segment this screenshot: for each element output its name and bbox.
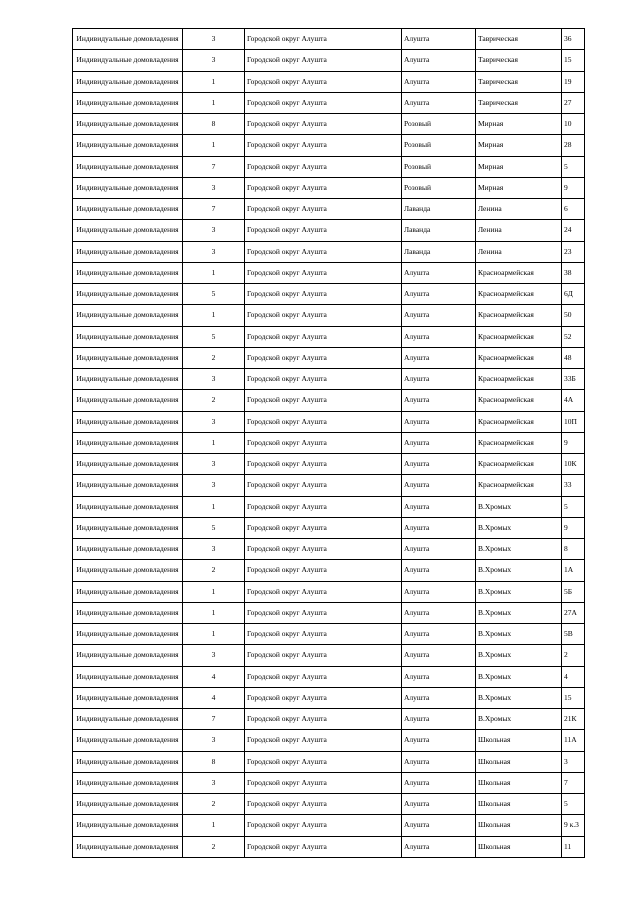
district-cell: Городской округ Алушта (245, 326, 402, 347)
settlement-cell: Алушта (402, 411, 476, 432)
district-cell: Городской округ Алушта (245, 454, 402, 475)
street-cell: Красноармейская (476, 432, 562, 453)
district-cell: Городской округ Алушта (245, 517, 402, 538)
table-body (73, 29, 585, 858)
table-row (73, 305, 585, 326)
table-row (73, 262, 585, 283)
settlement-cell: Алушта (402, 369, 476, 390)
street-cell: Школьная (476, 772, 562, 793)
settlement-cell: Алушта (402, 517, 476, 538)
settlement-cell: Алушта (402, 581, 476, 602)
housing-type-cell: Индивидуальные домовладения (73, 92, 183, 113)
table-row (73, 284, 585, 305)
settlement-cell: Алушта (402, 432, 476, 453)
street-cell: Школьная (476, 836, 562, 857)
table-row (73, 177, 585, 198)
housing-type-cell: Индивидуальные домовладения (73, 560, 183, 581)
count-cell: 3 (183, 411, 245, 432)
district-cell: Городской округ Алушта (245, 560, 402, 581)
table-row (73, 347, 585, 368)
housing-type-cell: Индивидуальные домовладения (73, 666, 183, 687)
table-row (73, 836, 585, 857)
street-cell: Школьная (476, 794, 562, 815)
street-cell: В.Хромых (476, 709, 562, 730)
house-number-cell: 6 (562, 199, 585, 220)
settlement-cell: Алушта (402, 262, 476, 283)
house-number-cell: 27А (562, 602, 585, 623)
count-cell: 4 (183, 687, 245, 708)
housing-type-cell: Индивидуальные домовладения (73, 517, 183, 538)
settlement-cell: Розовый (402, 135, 476, 156)
district-cell: Городской округ Алушта (245, 177, 402, 198)
settlement-cell: Алушта (402, 815, 476, 836)
table-row (73, 475, 585, 496)
street-cell: В.Хромых (476, 666, 562, 687)
settlement-cell: Розовый (402, 156, 476, 177)
table-row (73, 71, 585, 92)
count-cell: 3 (183, 369, 245, 390)
house-number-cell: 9 (562, 517, 585, 538)
street-cell: Школьная (476, 730, 562, 751)
housing-type-cell: Индивидуальные домовладения (73, 602, 183, 623)
housing-type-cell: Индивидуальные домовладения (73, 581, 183, 602)
settlement-cell: Лаванда (402, 220, 476, 241)
count-cell: 2 (183, 390, 245, 411)
housing-type-cell: Индивидуальные домовладения (73, 539, 183, 560)
settlement-cell: Розовый (402, 114, 476, 135)
table-row (73, 411, 585, 432)
table-row (73, 29, 585, 50)
district-cell: Городской округ Алушта (245, 241, 402, 262)
housing-type-cell: Индивидуальные домовладения (73, 135, 183, 156)
house-number-cell: 19 (562, 71, 585, 92)
count-cell: 4 (183, 666, 245, 687)
house-number-cell: 4 (562, 666, 585, 687)
district-cell: Городской округ Алушта (245, 666, 402, 687)
district-cell: Городской округ Алушта (245, 730, 402, 751)
housing-type-cell: Индивидуальные домовладения (73, 50, 183, 71)
count-cell: 5 (183, 326, 245, 347)
housing-type-cell: Индивидуальные домовладения (73, 241, 183, 262)
settlement-cell: Алушта (402, 496, 476, 517)
house-number-cell: 10 (562, 114, 585, 135)
table-row (73, 135, 585, 156)
settlement-cell: Алушта (402, 347, 476, 368)
settlement-cell: Алушта (402, 666, 476, 687)
table-row (73, 114, 585, 135)
housing-type-cell: Индивидуальные домовладения (73, 262, 183, 283)
house-number-cell: 50 (562, 305, 585, 326)
settlement-cell: Алушта (402, 92, 476, 113)
housing-type-cell: Индивидуальные домовладения (73, 284, 183, 305)
table-row (73, 50, 585, 71)
house-number-cell: 10К (562, 454, 585, 475)
settlement-cell: Алушта (402, 29, 476, 50)
street-cell: Красноармейская (476, 347, 562, 368)
street-cell: В.Хромых (476, 602, 562, 623)
settlement-cell: Алушта (402, 284, 476, 305)
street-cell: Ленина (476, 241, 562, 262)
house-number-cell: 11 (562, 836, 585, 857)
district-cell: Городской округ Алушта (245, 645, 402, 666)
street-cell: Ленина (476, 199, 562, 220)
count-cell: 1 (183, 602, 245, 623)
street-cell: Мирная (476, 114, 562, 135)
housing-type-cell: Индивидуальные домовладения (73, 836, 183, 857)
house-number-cell: 4А (562, 390, 585, 411)
house-number-cell: 5В (562, 624, 585, 645)
count-cell: 7 (183, 199, 245, 220)
district-cell: Городской округ Алушта (245, 305, 402, 326)
settlement-cell: Алушта (402, 326, 476, 347)
district-cell: Городской округ Алушта (245, 624, 402, 645)
street-cell: Таврическая (476, 71, 562, 92)
street-cell: Таврическая (476, 50, 562, 71)
settlement-cell: Алушта (402, 560, 476, 581)
settlement-cell: Алушта (402, 772, 476, 793)
street-cell: В.Хромых (476, 687, 562, 708)
district-cell: Городской округ Алушта (245, 475, 402, 496)
street-cell: В.Хромых (476, 517, 562, 538)
settlement-cell: Алушта (402, 539, 476, 560)
count-cell: 1 (183, 815, 245, 836)
housing-type-cell: Индивидуальные домовладения (73, 772, 183, 793)
table-row (73, 666, 585, 687)
housing-type-cell: Индивидуальные домовладения (73, 624, 183, 645)
house-number-cell: 10П (562, 411, 585, 432)
table-row (73, 687, 585, 708)
street-cell: В.Хромых (476, 560, 562, 581)
district-cell: Городской округ Алушта (245, 772, 402, 793)
table-row (73, 539, 585, 560)
count-cell: 2 (183, 794, 245, 815)
settlement-cell: Алушта (402, 730, 476, 751)
house-number-cell: 5 (562, 496, 585, 517)
settlement-cell: Алушта (402, 645, 476, 666)
house-number-cell: 15 (562, 50, 585, 71)
street-cell: Красноармейская (476, 411, 562, 432)
district-cell: Городской округ Алушта (245, 751, 402, 772)
count-cell: 3 (183, 454, 245, 475)
street-cell: В.Хромых (476, 496, 562, 517)
housing-type-cell: Индивидуальные домовладения (73, 177, 183, 198)
settlement-cell: Алушта (402, 475, 476, 496)
street-cell: В.Хромых (476, 581, 562, 602)
settlement-cell: Алушта (402, 71, 476, 92)
house-number-cell: 11А (562, 730, 585, 751)
count-cell: 7 (183, 156, 245, 177)
count-cell: 8 (183, 114, 245, 135)
count-cell: 1 (183, 135, 245, 156)
district-cell: Городской округ Алушта (245, 92, 402, 113)
table-row (73, 220, 585, 241)
housing-type-cell: Индивидуальные домовладения (73, 687, 183, 708)
house-number-cell: 5 (562, 794, 585, 815)
count-cell: 3 (183, 177, 245, 198)
count-cell: 1 (183, 432, 245, 453)
count-cell: 3 (183, 772, 245, 793)
table-row (73, 496, 585, 517)
house-number-cell: 27 (562, 92, 585, 113)
count-cell: 3 (183, 220, 245, 241)
house-number-cell: 5Б (562, 581, 585, 602)
count-cell: 3 (183, 645, 245, 666)
table-row (73, 369, 585, 390)
table-row (73, 772, 585, 793)
district-cell: Городской округ Алушта (245, 581, 402, 602)
house-number-cell: 36 (562, 29, 585, 50)
housing-type-cell: Индивидуальные домовладения (73, 114, 183, 135)
count-cell: 5 (183, 517, 245, 538)
street-cell: Мирная (476, 156, 562, 177)
table-row (73, 199, 585, 220)
district-cell: Городской округ Алушта (245, 709, 402, 730)
street-cell: Красноармейская (476, 475, 562, 496)
housing-type-cell: Индивидуальные домовладения (73, 432, 183, 453)
table-row (73, 645, 585, 666)
district-cell: Городской округ Алушта (245, 369, 402, 390)
street-cell: Мирная (476, 177, 562, 198)
house-number-cell: 7 (562, 772, 585, 793)
housing-type-cell: Индивидуальные домовладения (73, 709, 183, 730)
house-number-cell: 2 (562, 645, 585, 666)
housing-type-cell: Индивидуальные домовладения (73, 305, 183, 326)
table-row (73, 751, 585, 772)
table-row (73, 602, 585, 623)
housing-type-cell: Индивидуальные домовладения (73, 156, 183, 177)
house-number-cell: 1А (562, 560, 585, 581)
housing-type-cell: Индивидуальные домовладения (73, 326, 183, 347)
settlement-cell: Лаванда (402, 241, 476, 262)
count-cell: 1 (183, 624, 245, 645)
street-cell: Красноармейская (476, 369, 562, 390)
housing-type-cell: Индивидуальные домовладения (73, 751, 183, 772)
house-number-cell: 9 (562, 432, 585, 453)
street-cell: Красноармейская (476, 262, 562, 283)
count-cell: 3 (183, 730, 245, 751)
house-number-cell: 21К (562, 709, 585, 730)
housing-type-cell: Индивидуальные домовладения (73, 369, 183, 390)
count-cell: 2 (183, 836, 245, 857)
settlement-cell: Алушта (402, 624, 476, 645)
count-cell: 3 (183, 241, 245, 262)
housing-type-cell: Индивидуальные домовладения (73, 71, 183, 92)
house-number-cell: 33 (562, 475, 585, 496)
district-cell: Городской округ Алушта (245, 156, 402, 177)
street-cell: В.Хромых (476, 645, 562, 666)
settlement-cell: Алушта (402, 602, 476, 623)
count-cell: 7 (183, 709, 245, 730)
district-cell: Городской округ Алушта (245, 347, 402, 368)
housing-type-cell: Индивидуальные домовладения (73, 29, 183, 50)
house-number-cell: 48 (562, 347, 585, 368)
house-number-cell: 52 (562, 326, 585, 347)
count-cell: 1 (183, 262, 245, 283)
count-cell: 1 (183, 92, 245, 113)
table-row (73, 560, 585, 581)
count-cell: 1 (183, 71, 245, 92)
district-cell: Городской округ Алушта (245, 602, 402, 623)
district-cell: Городской округ Алушта (245, 29, 402, 50)
housing-table (72, 28, 585, 858)
street-cell: Красноармейская (476, 326, 562, 347)
house-number-cell: 9 (562, 177, 585, 198)
count-cell: 3 (183, 475, 245, 496)
table-row (73, 390, 585, 411)
settlement-cell: Алушта (402, 687, 476, 708)
table-row (73, 815, 585, 836)
district-cell: Городской округ Алушта (245, 496, 402, 517)
housing-type-cell: Индивидуальные домовладения (73, 199, 183, 220)
district-cell: Городской округ Алушта (245, 71, 402, 92)
district-cell: Городской округ Алушта (245, 114, 402, 135)
street-cell: Красноармейская (476, 305, 562, 326)
settlement-cell: Алушта (402, 50, 476, 71)
street-cell: Таврическая (476, 29, 562, 50)
table-row (73, 432, 585, 453)
street-cell: Таврическая (476, 92, 562, 113)
settlement-cell: Алушта (402, 454, 476, 475)
count-cell: 8 (183, 751, 245, 772)
street-cell: В.Хромых (476, 539, 562, 560)
street-cell: Ленина (476, 220, 562, 241)
district-cell: Городской округ Алушта (245, 199, 402, 220)
count-cell: 3 (183, 539, 245, 560)
count-cell: 5 (183, 284, 245, 305)
count-cell: 2 (183, 560, 245, 581)
count-cell: 3 (183, 50, 245, 71)
count-cell: 1 (183, 305, 245, 326)
table-row (73, 92, 585, 113)
street-cell: В.Хромых (476, 624, 562, 645)
table-row (73, 624, 585, 645)
table-row (73, 581, 585, 602)
house-number-cell: 8 (562, 539, 585, 560)
housing-type-cell: Индивидуальные домовладения (73, 815, 183, 836)
housing-type-cell: Индивидуальные домовладения (73, 220, 183, 241)
housing-type-cell: Индивидуальные домовладения (73, 730, 183, 751)
house-number-cell: 24 (562, 220, 585, 241)
settlement-cell: Алушта (402, 794, 476, 815)
table-row (73, 709, 585, 730)
settlement-cell: Алушта (402, 709, 476, 730)
street-cell: Красноармейская (476, 284, 562, 305)
housing-type-cell: Индивидуальные домовладения (73, 496, 183, 517)
table-row (73, 326, 585, 347)
house-number-cell: 15 (562, 687, 585, 708)
district-cell: Городской округ Алушта (245, 411, 402, 432)
house-number-cell: 33Б (562, 369, 585, 390)
street-cell: Мирная (476, 135, 562, 156)
street-cell: Красноармейская (476, 390, 562, 411)
count-cell: 2 (183, 347, 245, 368)
district-cell: Городской округ Алушта (245, 687, 402, 708)
table-row (73, 517, 585, 538)
housing-type-cell: Индивидуальные домовладения (73, 390, 183, 411)
table-row (73, 454, 585, 475)
settlement-cell: Алушта (402, 305, 476, 326)
count-cell: 1 (183, 581, 245, 602)
district-cell: Городской округ Алушта (245, 284, 402, 305)
district-cell: Городской округ Алушта (245, 390, 402, 411)
housing-type-cell: Индивидуальные домовладения (73, 454, 183, 475)
settlement-cell: Лаванда (402, 199, 476, 220)
housing-type-cell: Индивидуальные домовладения (73, 645, 183, 666)
district-cell: Городской округ Алушта (245, 432, 402, 453)
street-cell: Красноармейская (476, 454, 562, 475)
house-number-cell: 23 (562, 241, 585, 262)
housing-type-cell: Индивидуальные домовладения (73, 794, 183, 815)
table-row (73, 156, 585, 177)
settlement-cell: Розовый (402, 177, 476, 198)
house-number-cell: 28 (562, 135, 585, 156)
count-cell: 1 (183, 496, 245, 517)
settlement-cell: Алушта (402, 390, 476, 411)
street-cell: Школьная (476, 815, 562, 836)
district-cell: Городской округ Алушта (245, 50, 402, 71)
settlement-cell: Алушта (402, 751, 476, 772)
district-cell: Городской округ Алушта (245, 539, 402, 560)
housing-type-cell: Индивидуальные домовладения (73, 475, 183, 496)
house-number-cell: 6Д (562, 284, 585, 305)
house-number-cell: 38 (562, 262, 585, 283)
table-row (73, 730, 585, 751)
district-cell: Городской округ Алушта (245, 220, 402, 241)
district-cell: Городской округ Алушта (245, 815, 402, 836)
table-row (73, 794, 585, 815)
house-number-cell: 9 к.3 (562, 815, 585, 836)
district-cell: Городской округ Алушта (245, 262, 402, 283)
count-cell: 3 (183, 29, 245, 50)
house-number-cell: 3 (562, 751, 585, 772)
street-cell: Школьная (476, 751, 562, 772)
district-cell: Городской округ Алушта (245, 836, 402, 857)
district-cell: Городской округ Алушта (245, 794, 402, 815)
settlement-cell: Алушта (402, 836, 476, 857)
table-row (73, 241, 585, 262)
district-cell: Городской округ Алушта (245, 135, 402, 156)
housing-type-cell: Индивидуальные домовладения (73, 347, 183, 368)
housing-type-cell: Индивидуальные домовладения (73, 411, 183, 432)
house-number-cell: 5 (562, 156, 585, 177)
